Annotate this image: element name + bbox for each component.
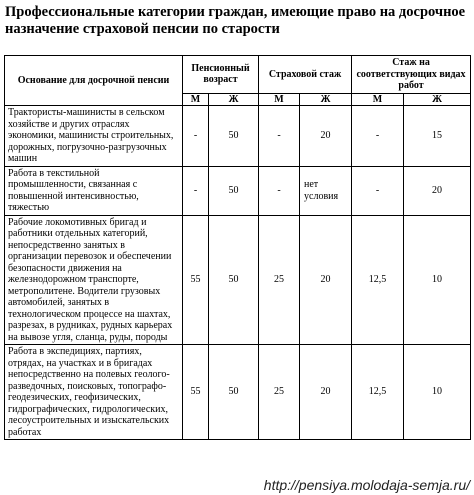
cell-insurance-f: 20 — [300, 345, 352, 440]
subheader-insurance-f: Ж — [300, 93, 352, 106]
cell-insurance-m: 25 — [259, 215, 300, 345]
header-special-record: Стаж на соответствующих видах работ — [352, 56, 471, 94]
cell-insurance-f: 20 — [300, 106, 352, 167]
cell-special-f: 10 — [404, 345, 471, 440]
cell-insurance-f: 20 — [300, 215, 352, 345]
cell-special-m: 12,5 — [352, 345, 404, 440]
cell-age-f: 50 — [209, 106, 259, 167]
subheader-age-f: Ж — [209, 93, 259, 106]
cell-age-m: 55 — [183, 215, 209, 345]
subheader-age-m: М — [183, 93, 209, 106]
cell-age-m: - — [183, 106, 209, 167]
cell-special-f: 10 — [404, 215, 471, 345]
subheader-insurance-m: М — [259, 93, 300, 106]
cell-special-m: - — [352, 166, 404, 215]
cell-special-f: 15 — [404, 106, 471, 167]
header-insurance-record: Страховой стаж — [259, 56, 352, 94]
cell-special-m: 12,5 — [352, 215, 404, 345]
header-basis: Основание для досрочной пенсии — [5, 56, 183, 106]
header-pension-age: Пенсионный возраст — [183, 56, 259, 94]
subheader-special-f: Ж — [404, 93, 471, 106]
cell-age-m: 55 — [183, 345, 209, 440]
cell-special-m: - — [352, 106, 404, 167]
pension-categories-table — [4, 55, 471, 440]
source-url[interactable]: http://pensiya.molodaja-semja.ru/ — [263, 477, 470, 493]
table-row — [5, 106, 471, 167]
cell-insurance-m: - — [259, 106, 300, 167]
subheader-special-m: М — [352, 93, 404, 106]
cell-special-f: 20 — [404, 166, 471, 215]
table-row — [5, 215, 471, 345]
cell-insurance-m: - — [259, 166, 300, 215]
table-header-row — [5, 56, 471, 94]
row-basis: Трактористы-машинисты в сельском хозяйстве и других отраслях экономики, машинисты строительных, дорожных, погрузочно-разгрузочных машин — [5, 106, 183, 167]
cell-insurance-m: 25 — [259, 345, 300, 440]
cell-age-f: 50 — [209, 215, 259, 345]
row-basis: Рабочие локомотивных бригад и работники отдельных категорий, непосредственно занятых в организации перевозок и обеспечении безопасности движения на железнодорожном транспорте, метрополитене. Водители грузовых автомобилей, занятых в технологическом процессе на шахтах, разрезах, в рудниках, рудных карьерах на вывозе угля, сланца, руды, породы — [5, 215, 183, 345]
row-basis: Работа в текстильной промышленности, связанная с повышенной интенсивностью, тяжестью — [5, 166, 183, 215]
cell-age-f: 50 — [209, 166, 259, 215]
cell-age-m: - — [183, 166, 209, 215]
document-title: Профессиональные категории граждан, имеющие право на досрочное назначение страховой пенсии по старости — [5, 4, 466, 37]
cell-age-f: 50 — [209, 345, 259, 440]
table-row — [5, 345, 471, 440]
cell-insurance-f: нет условия — [300, 166, 352, 215]
table-row — [5, 166, 471, 215]
row-basis: Работа в экспедициях, партиях, отрядах, на участках и в бригадах непосредственно на полевых геолого-разведочных, поисковых, топографо-геодезических, геофизических, гидрографических, гидрологических, лесоустроительных и изыскательских работах — [5, 345, 183, 440]
